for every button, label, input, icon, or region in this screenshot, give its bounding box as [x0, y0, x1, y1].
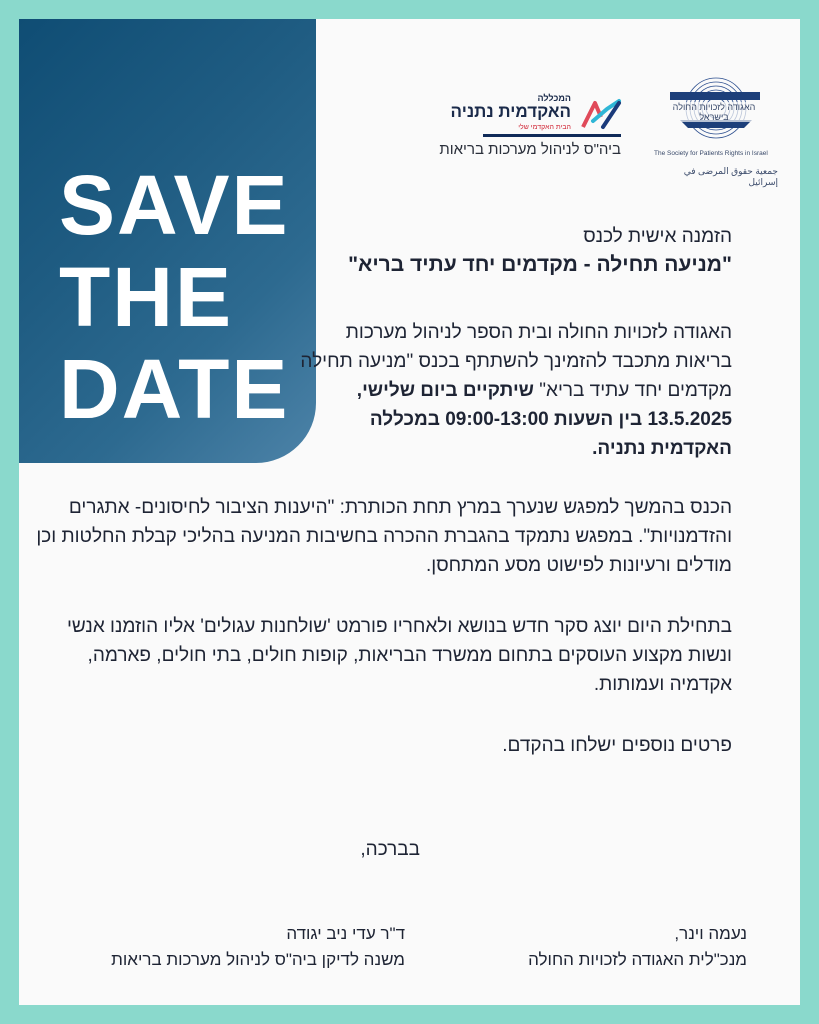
date-word: DATE	[59, 342, 290, 436]
paragraph-details: פרטים נוספים ישלחו בהקדם.	[502, 735, 732, 756]
regards: בברכה,	[360, 839, 420, 860]
the-word: THE	[59, 250, 233, 344]
society-patients-rights-logo	[654, 74, 778, 187]
paragraph-background: הכנס בהמשך למפגש שנערך במרץ תחת הכותרת: "היענות הציבור לחיסונים- אתגרים והזדמנויות". במפגש נתמקד בהגברת ההכרה בחשיבות המניעה בהליכי קבלת החלטות וכן מודלים ורעיונות לפישוט מסע המתחסן.	[36, 497, 732, 576]
netanya-divider	[483, 134, 621, 137]
invitation-card	[19, 19, 800, 1005]
conference-title: "מניעה תחילה - מקדמים יחד עתיד בריא"	[348, 253, 732, 276]
signature-ceo-title: מנכ"לית האגודה לזכויות החולה	[528, 950, 747, 969]
invitation-body	[32, 224, 732, 760]
paragraph-agenda: בתחילת היום יוצג סקר חדש בנושא ולאחריו פורמט 'שולחנות עגולים' אליו הוזמנו אנשי ונשות מקצוע העוסקים בתחום ממשרד הבריאות, קופות חולים, בתי חולים, פארמה, אקדמיה ועמותות.	[67, 616, 732, 695]
paragraph-intro	[292, 318, 732, 463]
signature-dean-name: ד"ר עדי ניב יגודה	[286, 924, 405, 943]
signature-dean-title: משנה לדיקן ביה"ס לניהול מערכות בריאות	[111, 950, 405, 969]
netanya-slogan: הבית האקדמי שלי	[518, 124, 571, 131]
signature-dean	[45, 921, 405, 973]
society-arabic-name: جمعية حقوق المرضى في إسرائيل	[683, 166, 778, 187]
invite-line: הזמנה אישית לכנס	[583, 226, 732, 247]
society-english-name: The Society for Patients Rights in Israel	[654, 150, 768, 157]
signature-ceo	[447, 921, 747, 973]
netanya-mark-icon	[579, 97, 625, 133]
society-hebrew-name: האגודה לזכויות החולה בישראל	[658, 102, 770, 122]
netanya-academic-college-logo	[439, 89, 629, 169]
save-word: SAVE	[59, 158, 290, 252]
netanya-school-name: ביה"ס לניהול מערכות בריאות	[439, 141, 621, 158]
signature-ceo-name: נעמה וינר,	[674, 924, 747, 943]
netanya-college-name: האקדמית נתניה	[450, 102, 571, 121]
paragraph-intro-regular: האגודה לזכויות החולה ובית הספר לניהול מערכות בריאות מתכבד להזמינך להשתתף בכנס "מניעה תחילה מקדמים יחד עתיד בריא"	[300, 322, 732, 401]
paragraph-intro-bold: שיתקיים ביום שלישי, 13.5.2025 בין השעות 09:00-13:00 במכללה האקדמית נתניה.	[356, 380, 732, 459]
netanya-college-small-text: המכללה	[537, 93, 571, 103]
